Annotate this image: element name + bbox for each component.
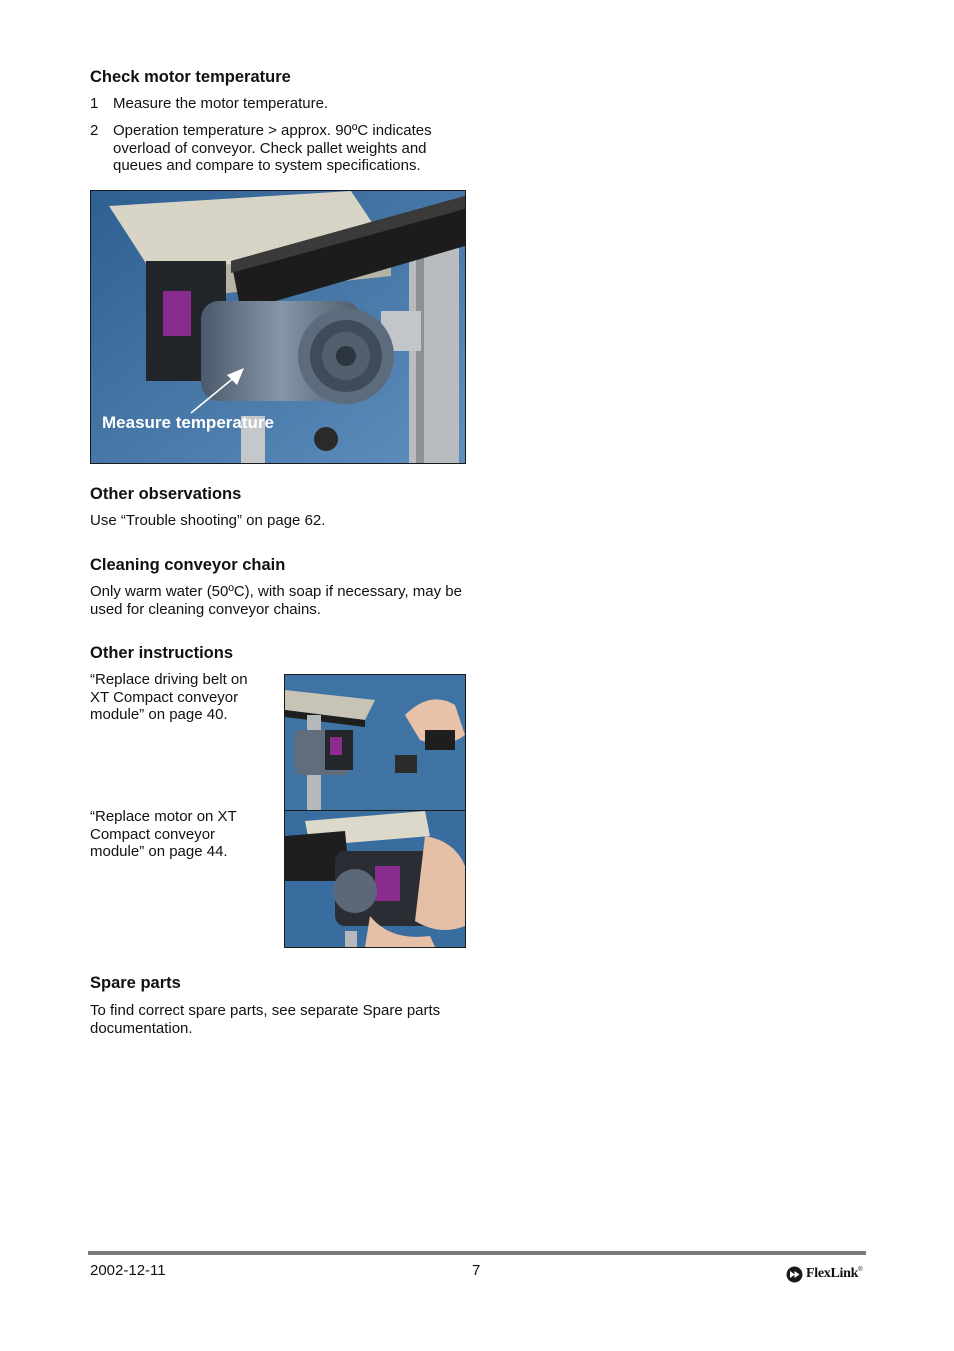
replace-belt-photo <box>284 674 466 811</box>
spare-parts-text: To find correct spare parts, see separate Spare parts documentation. <box>90 1002 441 1037</box>
heading-check-motor-temperature: Check motor temperature <box>90 68 291 86</box>
flexlink-logo-text: FlexLink <box>806 1266 859 1281</box>
footer-rule <box>88 1251 866 1255</box>
observations-text: Use “Trouble shooting” on page 62. <box>90 512 326 529</box>
instruction-replace-belt: “Replace driving belt on XT Compact conveyor module” on page 40. <box>90 671 248 724</box>
cleaning-text: Only warm water (50ºC), with soap if necessary, may be used for cleaning conveyor chains. <box>90 583 462 618</box>
motor-photo <box>90 190 466 464</box>
heading-other-observations: Other observations <box>90 485 242 503</box>
heading-spare-parts: Spare parts <box>90 974 181 992</box>
photo-label-measure-temperature: Measure temperature <box>102 413 274 432</box>
step-text: Operation temperature > approx. 90ºC indicates overload of conveyor. Check pallet weights and queues and compare to system specifications. <box>113 122 432 175</box>
replace-motor-illustration <box>285 811 465 947</box>
heading-other-instructions: Other instructions <box>90 644 234 662</box>
step-number: 2 <box>90 122 99 139</box>
footer-date: 2002-12-11 <box>90 1262 166 1279</box>
flexlink-logo-mark: ® <box>858 1267 863 1273</box>
instruction-replace-motor: “Replace motor on XT Compact conveyor module” on page 44. <box>90 808 237 861</box>
flexlink-logo <box>786 1264 862 1284</box>
step-text: Measure the motor temperature. <box>113 95 329 112</box>
heading-cleaning-conveyor-chain: Cleaning conveyor chain <box>90 556 286 574</box>
replace-motor-photo <box>284 810 466 948</box>
step-number: 1 <box>90 95 99 112</box>
flexlink-logo-icon <box>786 1266 803 1283</box>
replace-belt-illustration <box>285 675 465 810</box>
footer-page-number: 7 <box>472 1262 481 1279</box>
